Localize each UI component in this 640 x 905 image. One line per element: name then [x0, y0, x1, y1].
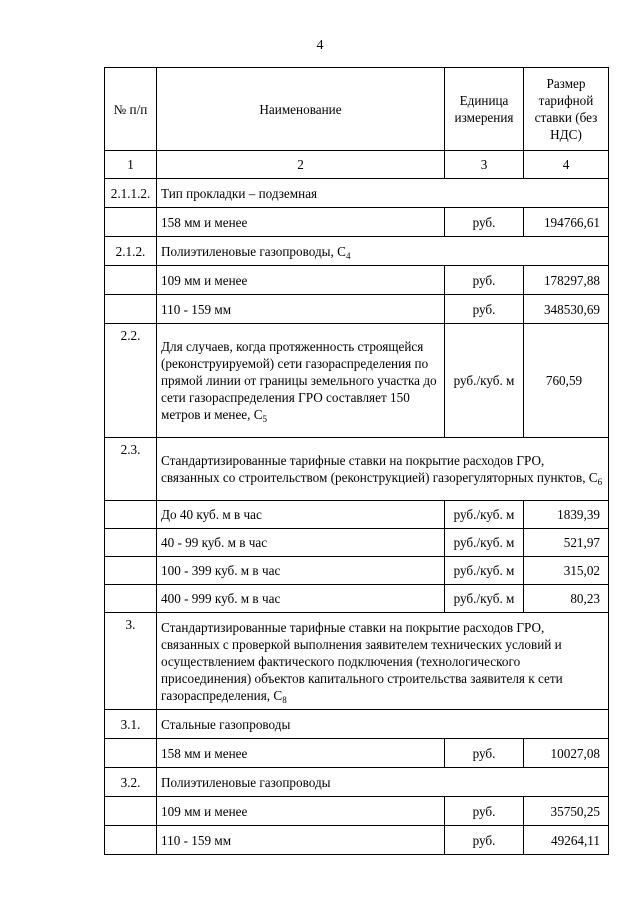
- col-number: 2: [157, 151, 445, 179]
- table-row: [105, 797, 609, 826]
- table-header-row: [105, 68, 609, 151]
- row-name: 400 - 999 куб. м в час: [157, 585, 445, 613]
- row-number: 2.1.1.2.: [105, 179, 157, 208]
- row-name: 40 - 99 куб. м в час: [157, 529, 445, 557]
- section-row: [105, 179, 609, 208]
- header-unit: Единица измерения: [445, 68, 524, 151]
- row-name: 110 - 159 мм: [157, 826, 445, 855]
- table-row: [105, 501, 609, 529]
- row-unit: руб.: [445, 797, 524, 826]
- table-row: [105, 585, 609, 613]
- row-number: 2.2.: [105, 324, 157, 438]
- subscript: 6: [597, 477, 603, 487]
- row-name: Для случаев, когда протяженность строящейся (реконструируемой) сети газораспределения по прямой линии от границы земельного участка до сети газораспределения ГРО составляет 150 метров и менее, $С_5$: [157, 324, 445, 438]
- row-name: Тип прокладки – подземная: [157, 179, 609, 208]
- row-rate: 10027,08: [524, 739, 609, 768]
- row-name: 109 мм и менее: [157, 797, 445, 826]
- table-row: [105, 826, 609, 855]
- header-num: № п/п: [105, 68, 157, 151]
- subscript: 8: [282, 694, 287, 705]
- row-name: Стандартизированные тарифные ставки на покрытие расходов ГРО, связанных с проверкой выполнения заявителем технических условий и осуществлением фактического подключения (технологического присоединения) объектов капитального строительства заявителя к сети газораспределения, $С_8$: [157, 613, 609, 710]
- row-number: 2.3.: [105, 438, 157, 501]
- table-row: [105, 529, 609, 557]
- row-unit: руб./куб. м: [445, 529, 524, 557]
- row-name: 110 - 159 мм: [157, 295, 445, 324]
- row-number: [105, 557, 157, 585]
- section-row: [105, 438, 609, 501]
- page-number: 4: [316, 38, 324, 53]
- row-number: [105, 529, 157, 557]
- row-rate: 178297,88: [524, 266, 609, 295]
- row-number: [105, 739, 157, 768]
- table-row: [105, 739, 609, 768]
- row-rate: 760,59: [524, 324, 609, 438]
- row-name: 158 мм и менее: [157, 739, 445, 768]
- col-number: 1: [105, 151, 157, 179]
- row-number: [105, 266, 157, 295]
- row-number: 3.1.: [105, 710, 157, 739]
- row-unit: руб.: [445, 295, 524, 324]
- row-name: 100 - 399 куб. м в час: [157, 557, 445, 585]
- section-row: [105, 768, 609, 797]
- col-number: 4: [524, 151, 609, 179]
- row-name: 158 мм и менее: [157, 208, 445, 237]
- row-rate: 348530,69: [524, 295, 609, 324]
- row-name: Стальные газопроводы: [157, 710, 609, 739]
- table-row: [105, 208, 609, 237]
- table-row: [105, 295, 609, 324]
- row-unit: руб./куб. м: [445, 501, 524, 529]
- row-number: 2.1.2.: [105, 237, 157, 266]
- row-rate: 49264,11: [524, 826, 609, 855]
- row-unit: руб./куб. м: [445, 585, 524, 613]
- section-row: [105, 237, 609, 266]
- row-unit: руб.: [445, 208, 524, 237]
- row-number: [105, 826, 157, 855]
- row-unit: руб.: [445, 826, 524, 855]
- row-number: [105, 295, 157, 324]
- header-rate: Размер тарифной ставки (без НДС): [524, 68, 609, 151]
- row-rate: 194766,61: [524, 208, 609, 237]
- section-row: [105, 613, 609, 710]
- table-row: [105, 557, 609, 585]
- section-row: [105, 710, 609, 739]
- tariff-table: [104, 67, 609, 855]
- subscript: 4: [345, 250, 351, 261]
- subscript: 5: [262, 414, 268, 424]
- row-number: 3.: [105, 613, 157, 710]
- table-row: [105, 266, 609, 295]
- row-number: [105, 797, 157, 826]
- row-rate: 35750,25: [524, 797, 609, 826]
- row-rate: 521,97: [524, 529, 609, 557]
- row-unit: руб./куб. м: [445, 557, 524, 585]
- row-rate: 1839,39: [524, 501, 609, 529]
- row-rate: 315,02: [524, 557, 609, 585]
- row-number: [105, 585, 157, 613]
- row-unit: руб.: [445, 266, 524, 295]
- row-number: [105, 501, 157, 529]
- column-number-row: [105, 151, 609, 179]
- row-number: [105, 208, 157, 237]
- row-name: Стандартизированные тарифные ставки на покрытие расходов ГРО, связанных со строительством (реконструкцией) газорегуляторных пунктов, $С_6$: [157, 438, 609, 501]
- row-name: До 40 куб. м в час: [157, 501, 445, 529]
- row-number: 3.2.: [105, 768, 157, 797]
- row-unit: руб./куб. м: [445, 324, 524, 438]
- row-name: 109 мм и менее: [157, 266, 445, 295]
- header-name: Наименование: [157, 68, 445, 151]
- row-rate: 80,23: [524, 585, 609, 613]
- table-row: [105, 324, 609, 438]
- col-number: 3: [445, 151, 524, 179]
- row-unit: руб.: [445, 739, 524, 768]
- row-name: Полиэтиленовые газопроводы: [157, 768, 609, 797]
- row-name: Полиэтиленовые газопроводы, $С_4$: [157, 237, 609, 266]
